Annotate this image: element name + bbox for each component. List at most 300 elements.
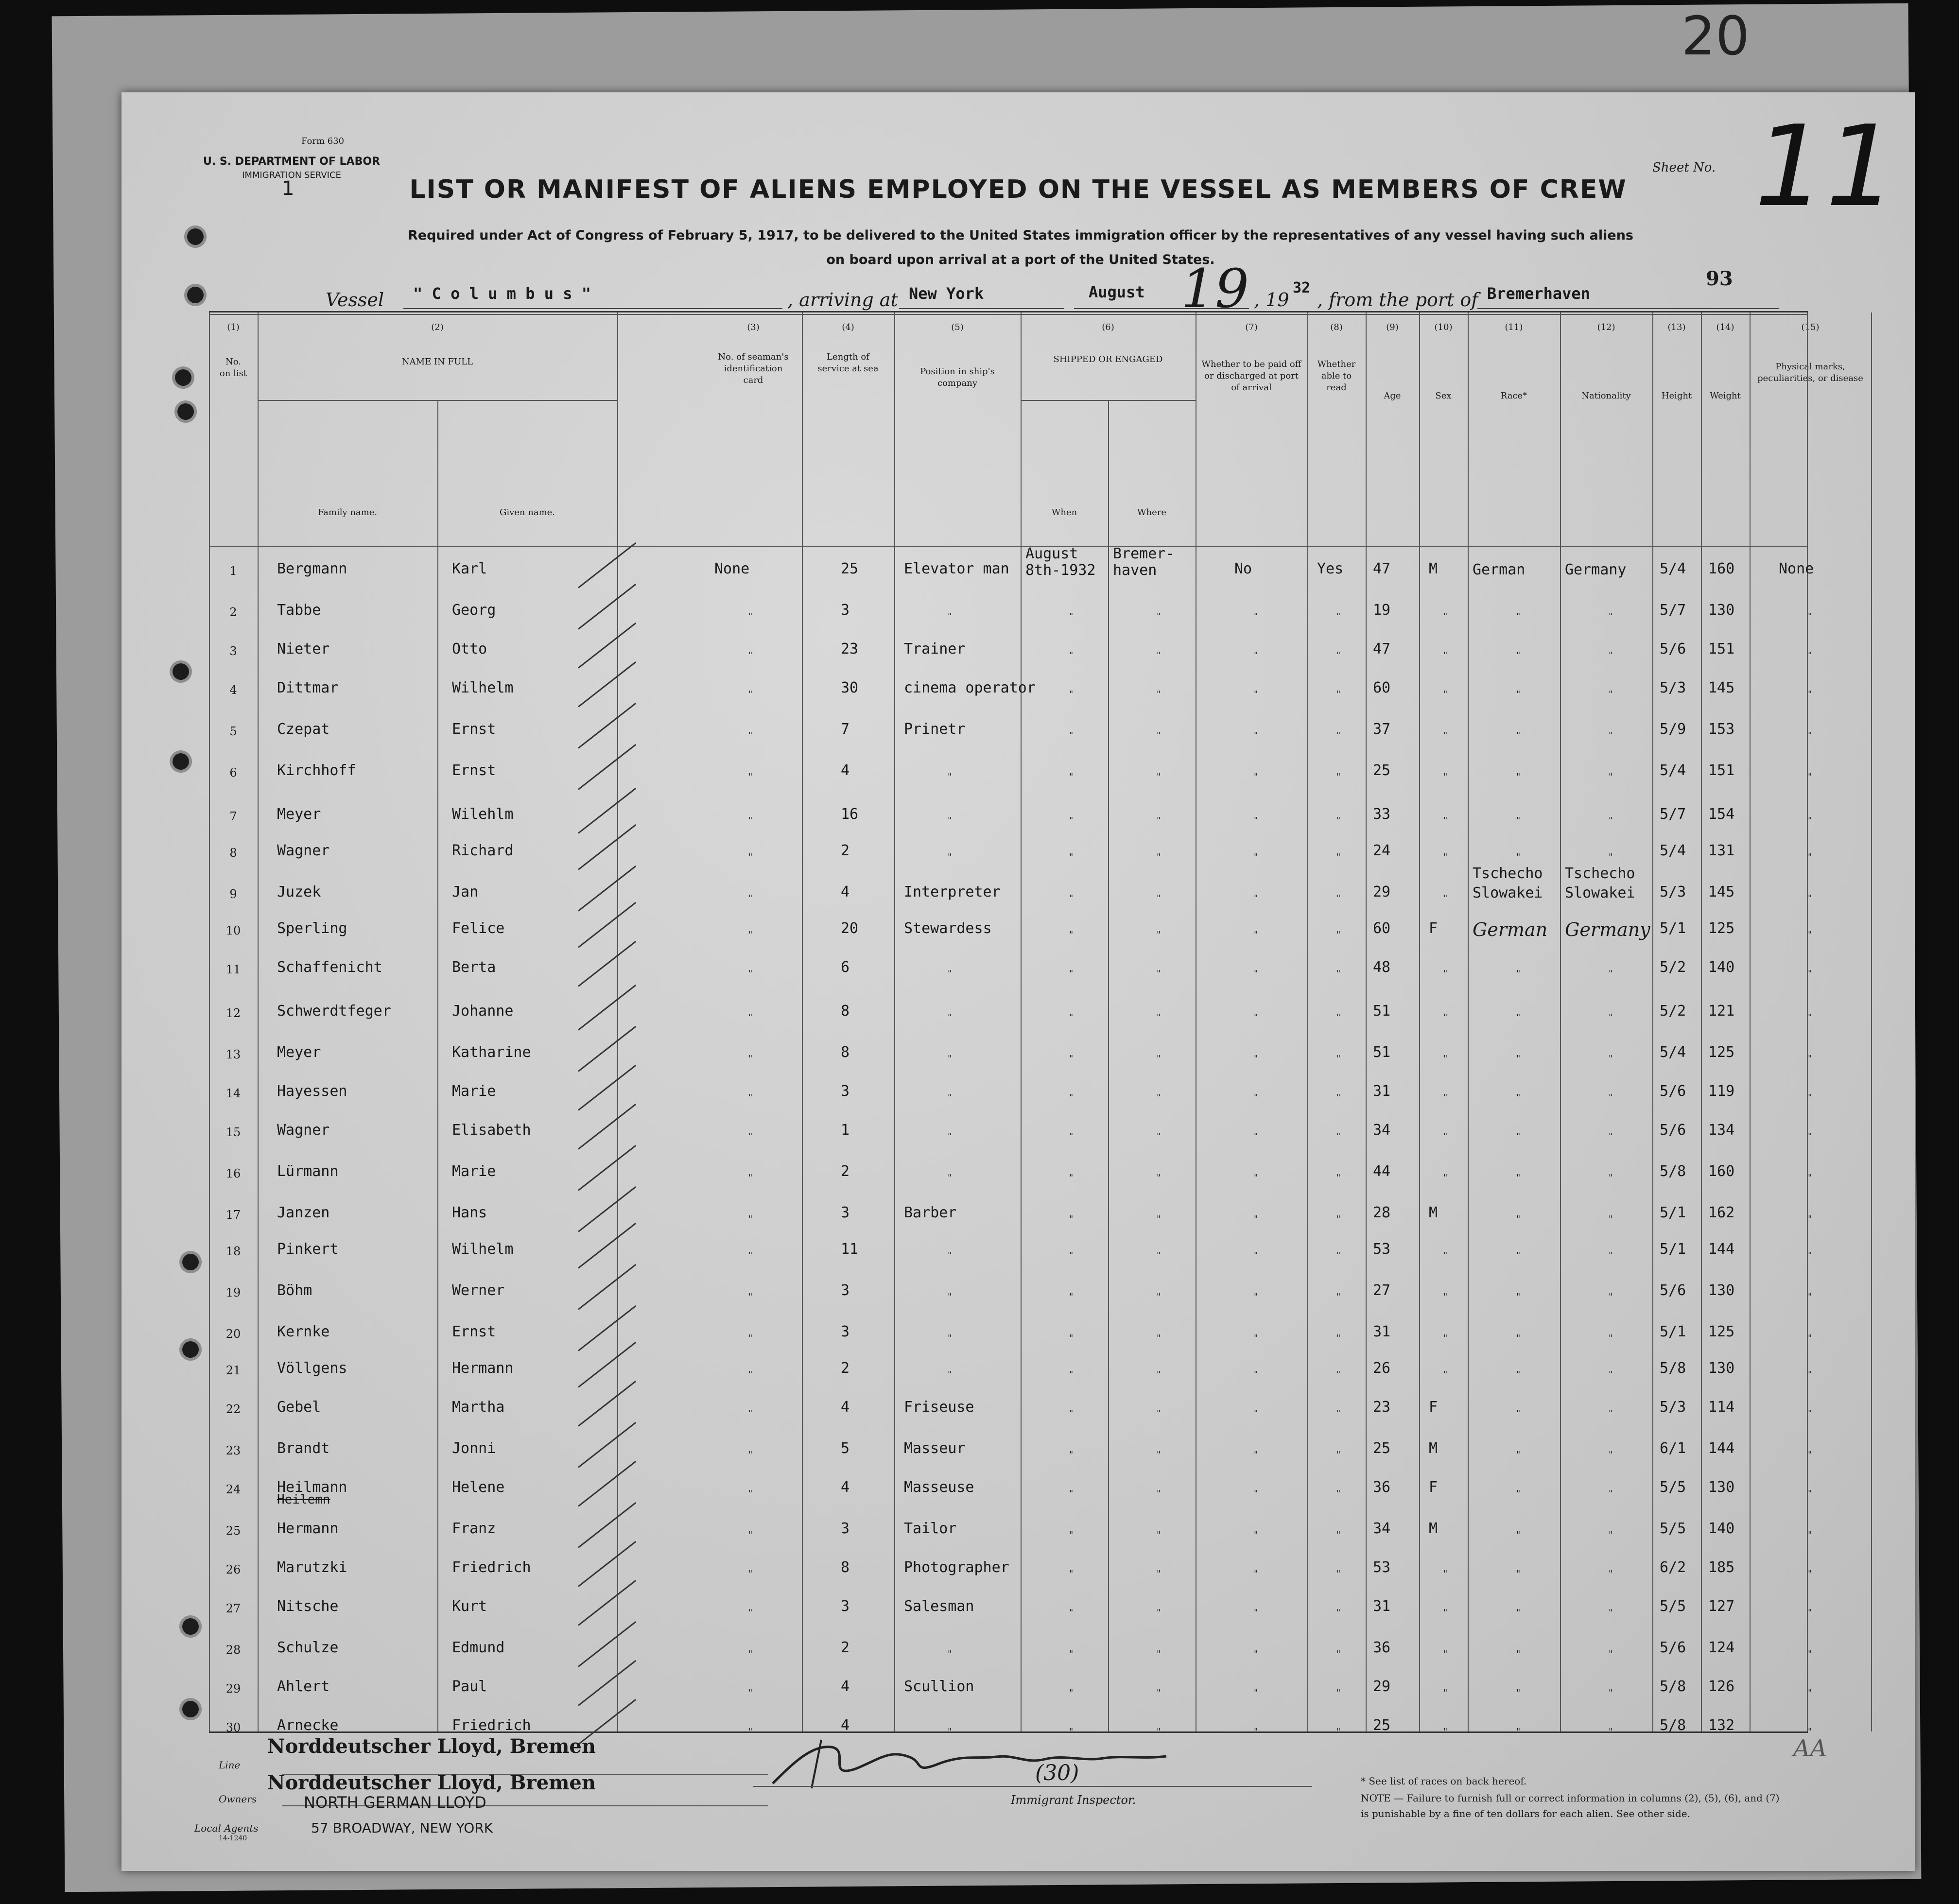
- subtitle-line-1: Required under Act of Congress of February 5, 1917, to be delivered to the United States immigration officer by the representatives of any vessel having such aliens: [407, 228, 1633, 243]
- ditto-mark: ": [748, 650, 753, 660]
- agents-label: Local Agents: [194, 1822, 259, 1834]
- cell-weight: 131: [1708, 842, 1735, 859]
- header-race: Race*: [1500, 391, 1527, 401]
- ditto-mark: ": [1516, 1333, 1521, 1343]
- cell-family: Meyer: [277, 806, 321, 823]
- check-mark: [578, 1305, 636, 1351]
- row-number: 28: [225, 1643, 241, 1657]
- ditto-mark: ": [1609, 1608, 1613, 1618]
- cell-position: Stewardess: [904, 920, 992, 937]
- cell-given: Ernst: [452, 1323, 496, 1340]
- cell-position: Barber: [904, 1204, 957, 1221]
- ditto-mark: ": [1443, 1292, 1448, 1302]
- cell-family: Bergmann: [277, 560, 347, 577]
- col-rule: [1701, 312, 1702, 1731]
- ditto-mark: ": [948, 852, 952, 862]
- row-number: 22: [225, 1402, 241, 1416]
- cell-height: 6/2: [1660, 1559, 1686, 1576]
- cell-service: 3: [841, 1282, 850, 1299]
- ditto-mark: ": [1808, 772, 1812, 782]
- year-prefix: , 19: [1254, 289, 1289, 311]
- ditto-mark: ": [1609, 1530, 1613, 1540]
- header-given-name: Given name.: [499, 507, 555, 518]
- cell-paid: No: [1234, 560, 1252, 577]
- ditto-mark: ": [1336, 1530, 1341, 1540]
- ditto-mark: ": [748, 1369, 753, 1380]
- check-mark: [578, 584, 636, 630]
- row-number: 30: [225, 1721, 241, 1734]
- cell-height: 5/1: [1660, 1241, 1686, 1258]
- ditto-mark: ": [1516, 611, 1521, 622]
- ditto-mark: ": [1443, 1649, 1448, 1659]
- ditto-mark: ": [1336, 730, 1341, 741]
- ditto-mark: ": [1336, 1450, 1341, 1460]
- check-mark: [578, 1422, 636, 1468]
- cell-weight: 130: [1708, 1282, 1735, 1299]
- cell-age: 34: [1373, 1122, 1391, 1139]
- ditto-mark: ": [1254, 1569, 1258, 1579]
- ditto-mark: ": [1609, 1333, 1613, 1343]
- header-rule-top: [209, 314, 1808, 315]
- cell-weight: 130: [1708, 1360, 1735, 1377]
- cell-position: Prinetr: [904, 721, 966, 738]
- ditto-mark: ": [1157, 1092, 1161, 1103]
- ditto-mark: ": [1069, 852, 1074, 862]
- ditto-mark: ": [1254, 650, 1258, 660]
- cell-age: 34: [1373, 1520, 1391, 1537]
- ditto-mark: ": [1069, 1688, 1074, 1698]
- ditto-mark: ": [1254, 730, 1258, 741]
- cell-position: Tailor: [904, 1520, 957, 1537]
- header-paid-off: Whether to be paid off or discharged at port of arrival: [1201, 359, 1301, 393]
- ditto-mark: ": [948, 1333, 952, 1343]
- row-number: 9: [229, 887, 237, 901]
- ditto-mark: ": [1808, 1569, 1812, 1579]
- check-mark: [578, 1502, 636, 1548]
- cell-service: 7: [841, 721, 850, 738]
- cell-service: 4: [841, 1678, 850, 1695]
- cell-age: 31: [1373, 1083, 1391, 1100]
- ditto-mark: ": [748, 1173, 753, 1183]
- ditto-mark: ": [1157, 1131, 1161, 1142]
- header-position: Position in ship's company: [920, 366, 995, 388]
- row-number: 21: [225, 1364, 241, 1377]
- check-mark: [578, 1621, 636, 1667]
- ditto-mark: ": [1808, 1054, 1812, 1064]
- ditto-mark: ": [1609, 650, 1613, 660]
- ditto-mark: ": [1336, 1173, 1341, 1183]
- ditto-mark: ": [1443, 1054, 1448, 1064]
- arrival-month: August: [1089, 283, 1145, 301]
- header-family-name: Family name.: [317, 507, 378, 518]
- ditto-mark: ": [1808, 730, 1812, 741]
- row-number: 11: [225, 963, 241, 976]
- ditto-mark: ": [1609, 969, 1613, 979]
- ditto-mark: ": [1443, 1173, 1448, 1183]
- ditto-mark: ": [948, 1173, 952, 1183]
- cell-service: 2: [841, 1360, 850, 1377]
- cell-given: Wilhelm: [452, 1241, 514, 1258]
- ditto-mark: ": [1443, 689, 1448, 699]
- ditto-mark: ": [1254, 689, 1258, 699]
- header-nationality: Nationality: [1581, 391, 1631, 401]
- ditto-mark: ": [1516, 1214, 1521, 1224]
- ditto-mark: ": [748, 930, 753, 940]
- row-number: 14: [225, 1087, 241, 1100]
- ditto-mark: ": [748, 1727, 753, 1737]
- ditto-mark: ": [1157, 1054, 1161, 1064]
- inspector-label: Immigrant Inspector.: [1011, 1793, 1136, 1807]
- ditto-mark: ": [1516, 1688, 1521, 1698]
- col-num-6: (6): [1102, 322, 1114, 332]
- ditto-mark: ": [948, 1092, 952, 1103]
- ditto-mark: ": [1069, 1530, 1074, 1540]
- check-mark: [578, 1580, 636, 1626]
- cell-height: 5/9: [1660, 721, 1686, 738]
- ditto-mark: ": [1069, 815, 1074, 826]
- ditto-mark: ": [1808, 1450, 1812, 1460]
- ditto-mark: ": [1254, 1530, 1258, 1540]
- punch-hole: [187, 287, 204, 303]
- cell-weight: 121: [1708, 1003, 1735, 1020]
- ditto-mark: ": [1157, 1173, 1161, 1183]
- cell-age: 60: [1373, 679, 1391, 696]
- cell-service: 2: [841, 842, 850, 859]
- check-mark: [578, 1461, 636, 1507]
- ditto-mark: ": [1443, 1092, 1448, 1103]
- ditto-mark: ": [948, 1369, 952, 1380]
- cell-position: cinema operator: [904, 679, 1036, 696]
- cell-weight: 132: [1708, 1717, 1735, 1734]
- ditto-mark: ": [1254, 1292, 1258, 1302]
- ditto-mark: ": [1609, 1250, 1613, 1261]
- ditto-mark: ": [1157, 815, 1161, 826]
- cell-position: Elevator man: [904, 560, 1009, 577]
- cell-weight: 126: [1708, 1678, 1735, 1695]
- cell-service: 3: [841, 1598, 850, 1615]
- ditto-mark: ": [748, 1054, 753, 1064]
- department-name: U. S. DEPARTMENT OF LABOR: [203, 156, 380, 168]
- ditto-mark: ": [1254, 1250, 1258, 1261]
- row-number: 6: [229, 766, 237, 779]
- cell-service: 1: [841, 1122, 850, 1139]
- year-suffix: 32: [1293, 279, 1311, 296]
- ditto-mark: ": [1609, 1214, 1613, 1224]
- ditto-mark: ": [1443, 815, 1448, 826]
- col-rule: [1652, 312, 1653, 1731]
- ditto-mark: ": [748, 893, 753, 903]
- row-number: 8: [229, 846, 237, 860]
- header-age: Age: [1384, 391, 1401, 401]
- col-rule: [894, 312, 895, 1731]
- cell-service: 20: [841, 920, 859, 937]
- ditto-mark: ": [1069, 1131, 1074, 1142]
- cell-service: 16: [841, 806, 859, 823]
- ditto-mark: ": [1157, 1489, 1161, 1499]
- cell-height: 5/1: [1660, 920, 1686, 937]
- ditto-mark: ": [1808, 1173, 1812, 1183]
- cell-given: Katharine: [452, 1044, 531, 1061]
- ditto-mark: ": [1069, 611, 1074, 622]
- col-num-11: (11): [1505, 322, 1523, 332]
- cell-height: 5/5: [1660, 1479, 1686, 1496]
- col-rule: [437, 400, 438, 1731]
- arrival-day: 19: [1181, 258, 1249, 320]
- cell-age: 25: [1373, 1717, 1391, 1734]
- check-mark: [578, 941, 636, 987]
- ditto-mark: ": [1609, 1012, 1613, 1022]
- cell-family: Nitsche: [277, 1598, 339, 1615]
- ditto-mark: ": [1336, 1054, 1341, 1064]
- check-mark: [578, 1381, 636, 1427]
- ditto-mark: ": [748, 1250, 753, 1261]
- ditto-mark: ": [1443, 611, 1448, 622]
- cell-given: Elisabeth: [452, 1122, 531, 1139]
- ditto-mark: ": [748, 852, 753, 862]
- ditto-mark: ": [1443, 852, 1448, 862]
- col-num-2: (2): [431, 322, 444, 332]
- ditto-mark: ": [948, 1012, 952, 1022]
- ditto-mark: ": [1157, 893, 1161, 903]
- cell-weight: 151: [1708, 762, 1735, 779]
- ditto-mark: ": [1443, 1608, 1448, 1618]
- cell-service: 3: [841, 1323, 850, 1340]
- cell-service: 4: [841, 1717, 850, 1734]
- cell-weight: 160: [1708, 1163, 1735, 1180]
- cell-age: 29: [1373, 1678, 1391, 1695]
- ditto-mark: ": [1069, 969, 1074, 979]
- cell-sex: M: [1429, 560, 1438, 577]
- check-mark: [578, 1541, 636, 1587]
- cell-service: 2: [841, 1639, 850, 1656]
- check-mark: [578, 788, 636, 834]
- cell-given: Karl: [452, 560, 487, 577]
- check-mark: [578, 1145, 636, 1191]
- ditto-mark: ": [1808, 1292, 1812, 1302]
- ditto-mark: ": [1336, 1131, 1341, 1142]
- ditto-mark: ": [1254, 772, 1258, 782]
- ditto-mark: ": [1254, 1173, 1258, 1183]
- cell-position: Trainer: [904, 640, 966, 658]
- ditto-mark: ": [1254, 852, 1258, 862]
- cell-position: Salesman: [904, 1598, 974, 1615]
- cell-weight: 154: [1708, 806, 1735, 823]
- cell-weight: 134: [1708, 1122, 1735, 1139]
- cell-weight: 130: [1708, 1479, 1735, 1496]
- check-mark: [578, 1223, 636, 1269]
- cell-race: Tschecho Slowakei: [1473, 865, 1543, 901]
- row-number: 27: [225, 1602, 241, 1615]
- cell-given: Friedrich: [452, 1559, 531, 1576]
- page-subtitle: [316, 224, 1725, 272]
- ditto-mark: ": [1336, 969, 1341, 979]
- ditto-mark: ": [1443, 1369, 1448, 1380]
- ditto-mark: ": [1254, 1214, 1258, 1224]
- ditto-mark: ": [948, 772, 952, 782]
- ditto-mark: ": [1808, 893, 1812, 903]
- ditto-mark: ": [1443, 650, 1448, 660]
- ditto-mark: ": [948, 611, 952, 622]
- ditto-mark: ": [1157, 1450, 1161, 1460]
- cell-family-struck: Heilemn: [277, 1492, 330, 1507]
- ditto-mark: ": [1609, 611, 1613, 622]
- col-num-8: (8): [1330, 322, 1343, 332]
- row-number: 25: [225, 1524, 241, 1538]
- punch-hole: [173, 663, 189, 680]
- cell-sex: F: [1429, 1399, 1438, 1416]
- service-name: IMMIGRATION SERVICE: [242, 170, 341, 180]
- cell-service: 8: [841, 1559, 850, 1576]
- cell-family: Sperling: [277, 920, 347, 937]
- ditto-mark: ": [1336, 1333, 1341, 1343]
- cell-given: Richard: [452, 842, 514, 859]
- ditto-mark: ": [1254, 930, 1258, 940]
- cell-height: 5/6: [1660, 1122, 1686, 1139]
- ditto-mark: ": [1157, 689, 1161, 699]
- ditto-mark: ": [948, 1727, 952, 1737]
- ditto-mark: ": [1609, 1489, 1613, 1499]
- ditto-mark: ": [1516, 1292, 1521, 1302]
- cell-position: Masseur: [904, 1440, 966, 1457]
- ditto-mark: ": [1157, 1292, 1161, 1302]
- col-rule: [1750, 312, 1751, 1731]
- cell-given: Jan: [452, 883, 479, 900]
- ditto-mark: ": [1069, 1408, 1074, 1419]
- sheet-number: 11: [1754, 102, 1897, 232]
- header-id-card: No. of seaman's identification card: [718, 352, 789, 385]
- ditto-mark: ": [1516, 1489, 1521, 1499]
- ditto-mark: ": [1157, 1727, 1161, 1737]
- cell-given: Marie: [452, 1083, 496, 1100]
- check-mark: [578, 1104, 636, 1150]
- cell-weight: 144: [1708, 1440, 1735, 1457]
- cell-age: 25: [1373, 1440, 1391, 1457]
- cell-weight: 119: [1708, 1083, 1735, 1100]
- cell-given: Helene: [452, 1479, 505, 1496]
- cell-service: 3: [841, 602, 850, 619]
- check-mark: [578, 1186, 636, 1232]
- cell-service: 5: [841, 1440, 850, 1457]
- ditto-mark: ": [1157, 852, 1161, 862]
- ditto-mark: ": [1254, 1727, 1258, 1737]
- check-mark: [578, 542, 636, 589]
- page-title: LIST OR MANIFEST OF ALIENS EMPLOYED ON THE VESSEL AS MEMBERS OF CREW: [409, 175, 1627, 204]
- ditto-mark: ": [1336, 1408, 1341, 1419]
- ditto-mark: ": [1254, 1608, 1258, 1618]
- ditto-mark: ": [1808, 1131, 1812, 1142]
- header-rule: [209, 546, 1808, 547]
- ditto-mark: ": [1808, 1333, 1812, 1343]
- vessel-name: " C o l u m b u s ": [413, 284, 591, 303]
- row-number: 1: [229, 564, 237, 578]
- cell-age: 36: [1373, 1639, 1391, 1656]
- cell-family: Wagner: [277, 1122, 330, 1139]
- total-count: (30): [1035, 1761, 1079, 1785]
- col-rule: [1560, 312, 1561, 1731]
- cell-family: Brandt: [277, 1440, 330, 1457]
- ditto-mark: ": [1808, 852, 1812, 862]
- ditto-mark: ": [1069, 1333, 1074, 1343]
- ditto-mark: ": [1516, 1131, 1521, 1142]
- cell-age: 53: [1373, 1559, 1391, 1576]
- cell-given: Marie: [452, 1163, 496, 1180]
- cell-position: Photographer: [904, 1559, 1009, 1576]
- cell-family: Wagner: [277, 842, 330, 859]
- cell-height: 5/3: [1660, 1399, 1686, 1416]
- header-able-read: Whether able to read: [1317, 359, 1356, 393]
- ditto-mark: ": [1808, 1250, 1812, 1261]
- cell-service: 23: [841, 640, 859, 658]
- cell-family: Marutzki: [277, 1559, 347, 1576]
- cell-position: Masseuse: [904, 1479, 974, 1496]
- ditto-mark: ": [1808, 815, 1812, 826]
- ditto-mark: ": [1516, 815, 1521, 826]
- ditto-mark: ": [1157, 969, 1161, 979]
- ditto-mark: ": [1336, 1608, 1341, 1618]
- ditto-mark: ": [1609, 815, 1613, 826]
- cell-family: Czepat: [277, 721, 330, 738]
- page-number: 93: [1706, 267, 1733, 290]
- punch-hole: [173, 753, 189, 770]
- inspector-signature: [753, 1735, 1312, 1793]
- ditto-mark: ": [1609, 1054, 1613, 1064]
- ditto-mark: ": [748, 1688, 753, 1698]
- ditto-mark: ": [1336, 1250, 1341, 1261]
- ditto-mark: ": [1443, 1569, 1448, 1579]
- cell-weight: 140: [1708, 959, 1735, 976]
- cell-height: 5/7: [1660, 602, 1686, 619]
- ditto-mark: ": [1254, 969, 1258, 979]
- cell-height: 6/1: [1660, 1440, 1686, 1457]
- ditto-mark: ": [1069, 1173, 1074, 1183]
- ditto-mark: ": [1254, 1054, 1258, 1064]
- cell-height: 5/8: [1660, 1717, 1686, 1734]
- ditto-mark: ": [1609, 1292, 1613, 1302]
- row-number: 19: [225, 1286, 241, 1299]
- ditto-mark: ": [1069, 1649, 1074, 1659]
- ditto-mark: ": [748, 1569, 753, 1579]
- cell-service: 11: [841, 1241, 859, 1258]
- ditto-mark: ": [1336, 650, 1341, 660]
- cell-service: 8: [841, 1044, 850, 1061]
- cell-given: Jonni: [452, 1440, 496, 1457]
- col-num-3: (3): [747, 322, 760, 332]
- ditto-mark: ": [1808, 1214, 1812, 1224]
- cell-family: Völlgens: [277, 1360, 347, 1377]
- row-number: 5: [229, 725, 237, 738]
- cell-height: 5/6: [1660, 1083, 1686, 1100]
- cell-marks: None: [1779, 560, 1814, 577]
- cell-sex: F: [1429, 920, 1438, 937]
- ditto-mark: ": [1516, 1408, 1521, 1419]
- ditto-mark: ": [748, 1333, 753, 1343]
- cell-service: 6: [841, 959, 850, 976]
- header-no-on-list: No. on list: [219, 357, 247, 379]
- ditto-mark: ": [1157, 1333, 1161, 1343]
- ditto-mark: ": [1516, 1608, 1521, 1618]
- cell-height: 5/5: [1660, 1520, 1686, 1537]
- cell-age: 60: [1373, 920, 1391, 937]
- ditto-mark: ": [1516, 1250, 1521, 1261]
- header-shipped: SHIPPED OR ENGAGED: [1053, 354, 1163, 364]
- ditto-mark: ": [748, 1292, 753, 1302]
- row-number: 29: [225, 1682, 241, 1696]
- cell-weight: 160: [1708, 560, 1735, 577]
- cell-age: 44: [1373, 1163, 1391, 1180]
- cell-age: 31: [1373, 1598, 1391, 1615]
- ditto-mark: ": [1516, 1369, 1521, 1380]
- col-num-9: (9): [1386, 322, 1399, 332]
